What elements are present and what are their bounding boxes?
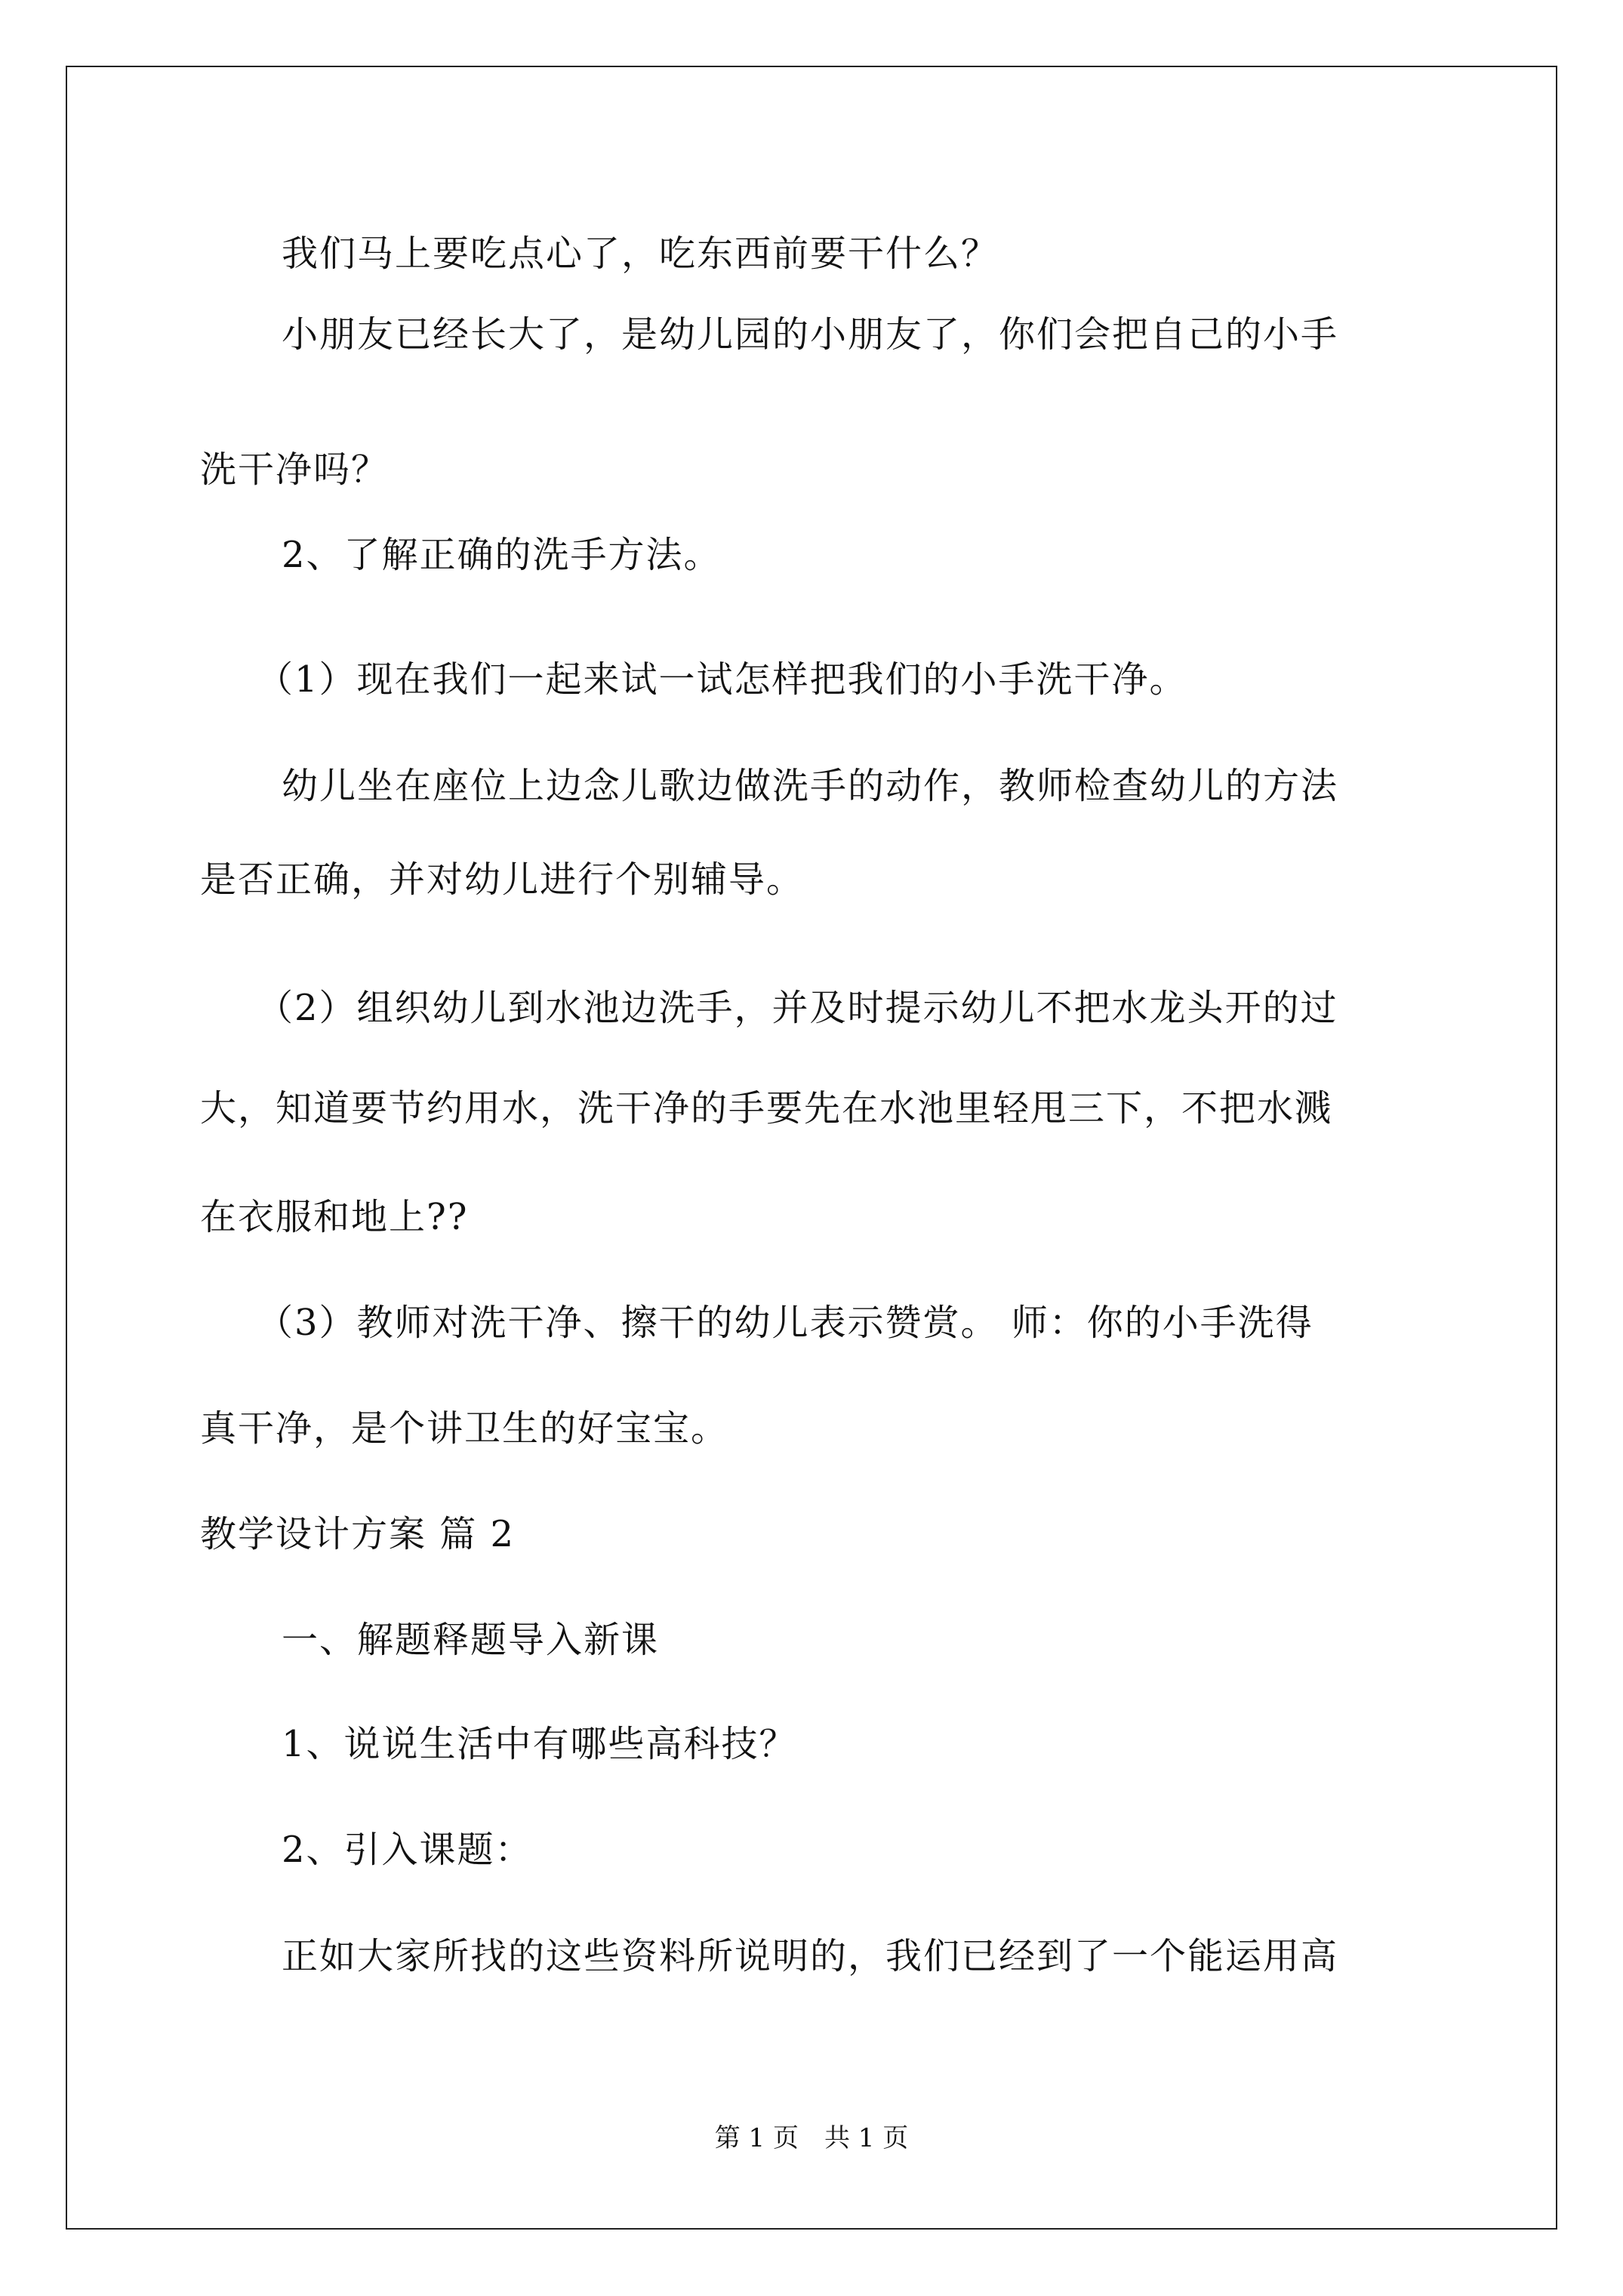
paragraph-line-1: 我们马上要吃点心了，吃东西前要干什么？ (282, 233, 999, 275)
paragraph-line-7: 是否正确，并对幼儿进行个别辅导。 (200, 858, 805, 901)
page-border (66, 66, 1557, 2230)
paragraph-line-16: 2、引入课题： (282, 1829, 533, 1871)
paragraph-line-14: 一、解题释题导入新课 (282, 1619, 660, 1661)
page-footer: 第 1 页 共 1 页 (714, 2123, 909, 2153)
section-heading: 教学设计方案 篇 2 (200, 1513, 516, 1555)
paragraph-line-3: 洗干净吗？ (200, 448, 390, 491)
paragraph-line-12: 真干净，是个讲卫生的好宝宝。 (200, 1407, 729, 1450)
paragraph-line-2: 小朋友已经长大了，是幼儿园的小朋友了，你们会把自己的小手 (282, 313, 1339, 356)
paragraph-line-17: 正如大家所找的这些资料所说明的，我们已经到了一个能运用高 (282, 1935, 1339, 1977)
paragraph-line-6: 幼儿坐在座位上边念儿歌边做洗手的动作，教师检查幼儿的方法 (282, 765, 1339, 807)
paragraph-line-5: （1）现在我们一起来试一试怎样把我们的小手洗干净。 (257, 658, 1187, 701)
paragraph-line-15: 1、说说生活中有哪些高科技？ (282, 1723, 797, 1765)
paragraph-line-10: 在衣服和地上?? (200, 1196, 469, 1238)
paragraph-line-4: 2、了解正确的洗手方法。 (282, 534, 722, 576)
paragraph-line-9: 大，知道要节约用水，洗干净的手要先在水池里轻甩三下，不把水溅 (200, 1087, 1333, 1130)
paragraph-line-11: （3）教师对洗干净、擦干的幼儿表示赞赏。 师：你的小手洗得 (257, 1302, 1313, 1344)
paragraph-line-8: （2）组织幼儿到水池边洗手，并及时提示幼儿不把水龙头开的过 (257, 987, 1338, 1029)
